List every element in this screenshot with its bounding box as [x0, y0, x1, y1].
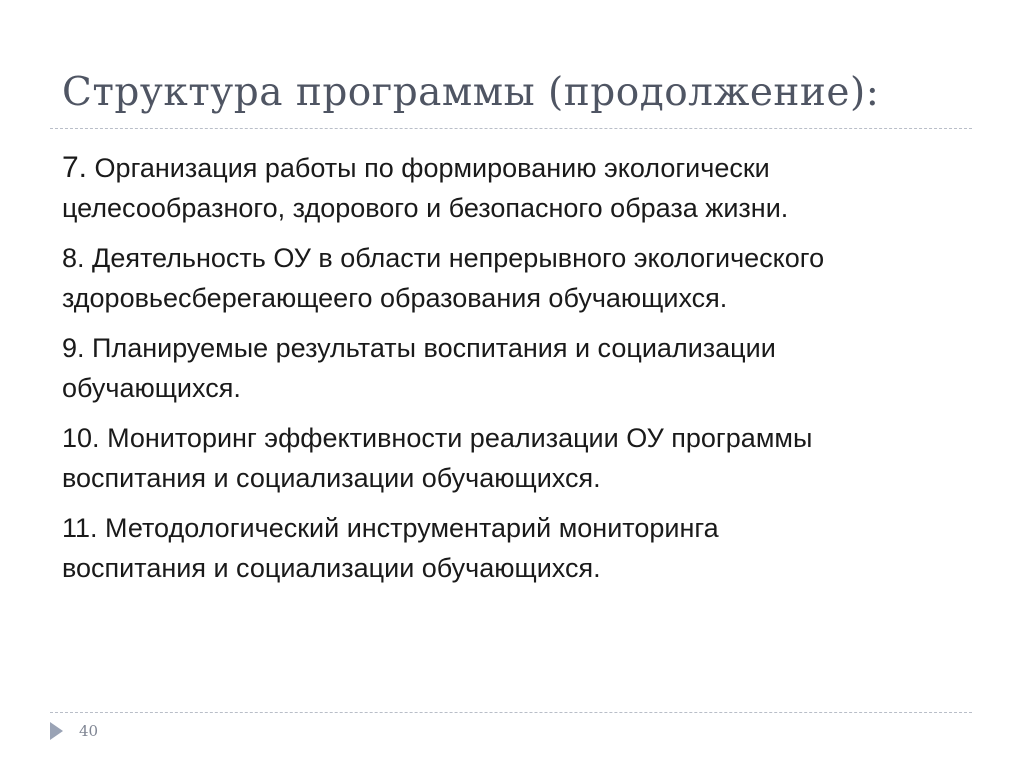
list-item	[62, 148, 982, 228]
item-text: Планируемые результаты воспитания и социализации	[92, 333, 776, 363]
item-number: 7.	[62, 151, 88, 184]
item-text: Методологический инструментарий мониторинга	[105, 513, 719, 543]
list-item	[62, 508, 982, 588]
list-item	[62, 238, 982, 318]
footer-divider	[50, 712, 972, 713]
item-text: Мониторинг эффективности реализации ОУ программы	[107, 423, 813, 453]
content-list	[62, 148, 982, 598]
triangle-arrow-icon	[50, 722, 63, 740]
item-text-continued: здоровьесберегающеего образования обучающихся.	[62, 283, 728, 313]
list-item	[62, 418, 982, 498]
item-number: 9.	[62, 333, 85, 363]
list-item	[62, 328, 982, 408]
item-text: Организация работы по формированию экологически	[94, 153, 770, 183]
item-text: Деятельность ОУ в области непрерывного экологического	[92, 243, 825, 273]
item-number: 10.	[62, 423, 100, 453]
page-number: 40	[79, 722, 99, 740]
item-number: 11.	[62, 513, 98, 543]
item-text-continued: целесообразного, здорового и безопасного образа жизни.	[62, 193, 789, 223]
item-text-continued: обучающихся.	[62, 373, 241, 403]
slide-title: Структура программы (продолжение):	[62, 70, 880, 115]
item-number: 8.	[62, 243, 85, 273]
item-text-continued: воспитания и социализации обучающихся.	[62, 553, 601, 583]
item-text-continued: воспитания и социализации обучающихся.	[62, 463, 601, 493]
title-divider	[50, 128, 972, 129]
